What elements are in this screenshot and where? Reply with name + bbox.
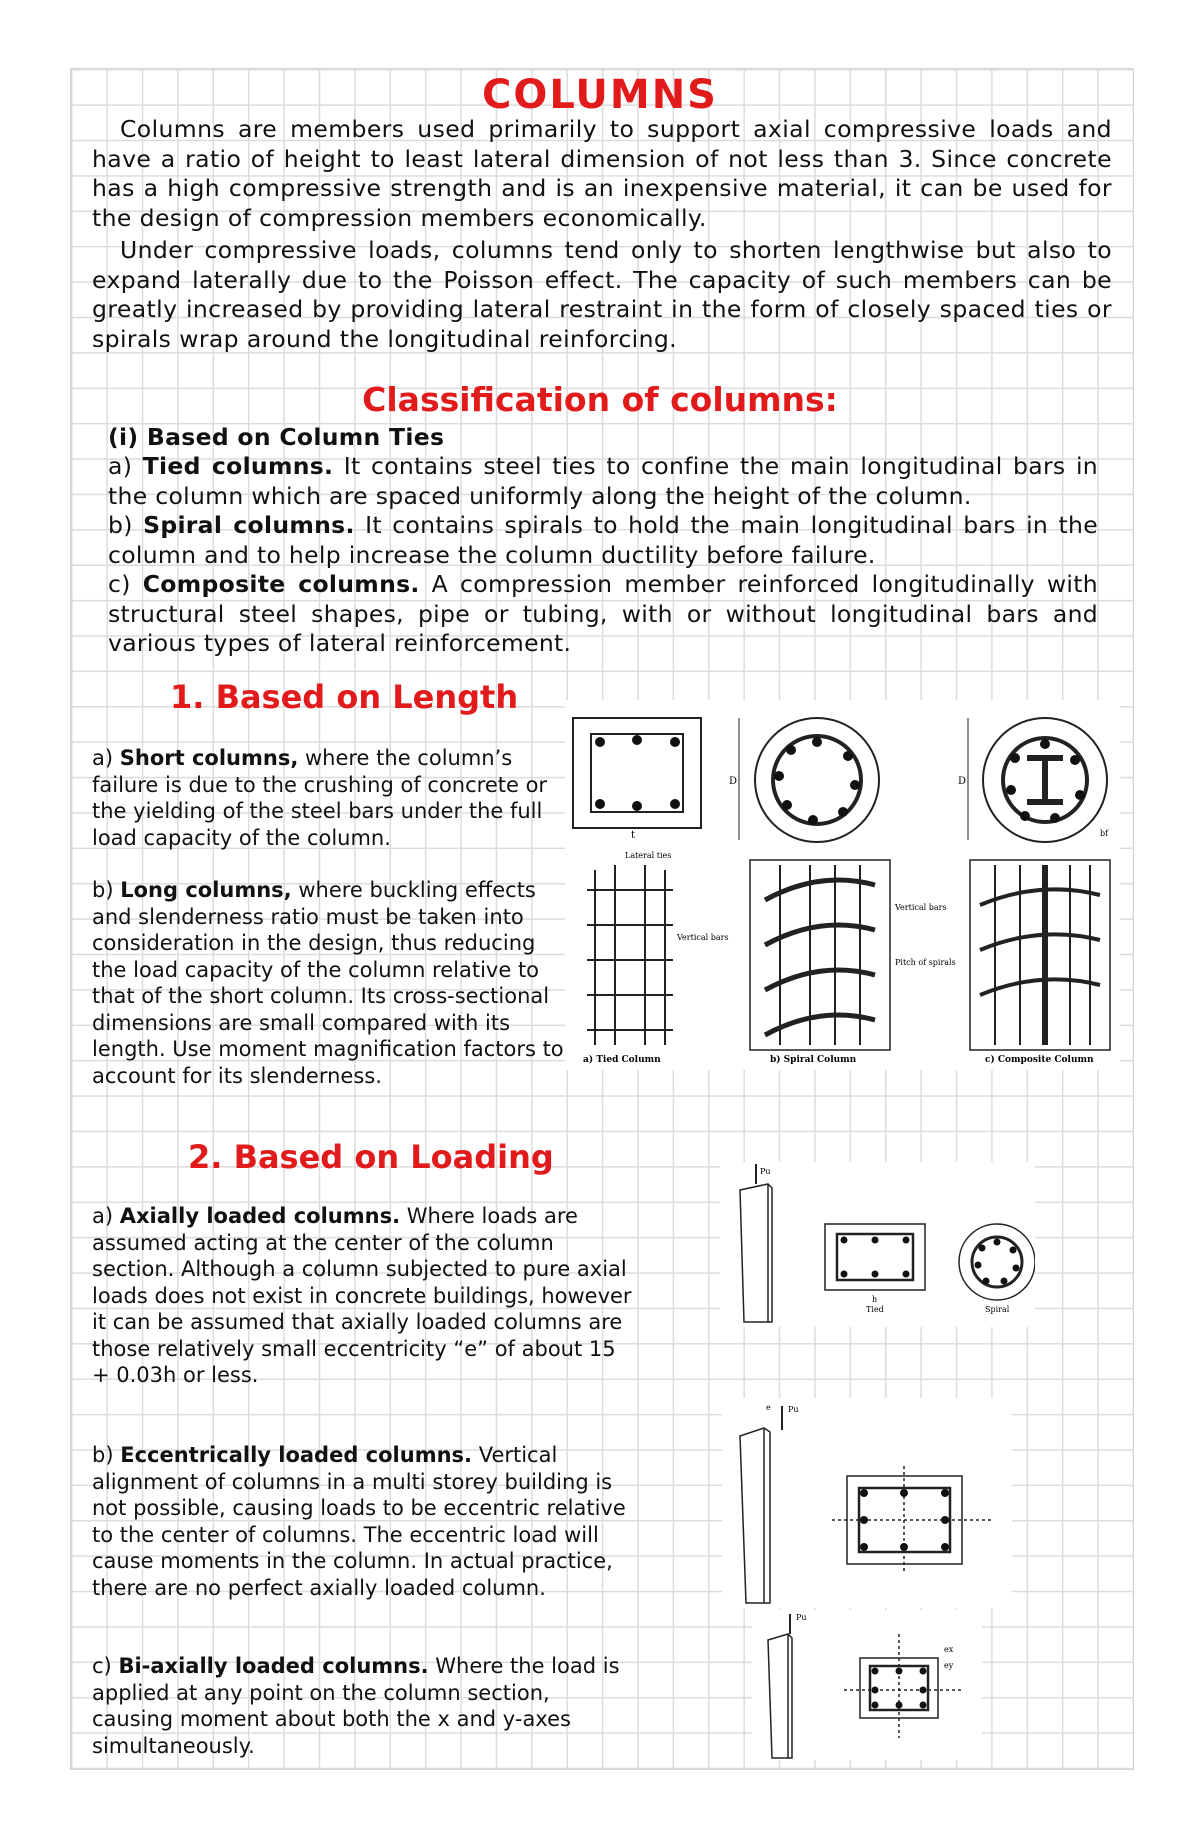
spiral-columns-item: b) Spiral columns. It contains spirals to hold the main longitudinal bars in the column and to help increase the column ductility before failure. xyxy=(108,511,1098,569)
vertical-bars-label-2: Vertical bars xyxy=(895,903,947,912)
loading-heading: 2. Based on Loading xyxy=(188,1138,554,1176)
eccentric-e-label: e xyxy=(766,1403,771,1412)
biaxially-loaded-label: Bi-axially loaded columns. xyxy=(118,1654,429,1678)
axially-loaded-item: a) Axially loaded columns. Where loads are assumed acting at the center of the column section. Although a column subjected to pure axial loads does not exist in concrete buildings, however it can be assumed that axially loaded columns are those relatively small eccentricity “e” of about 15 + 0.03h or less. xyxy=(92,1204,632,1387)
composite-columns-label: Composite columns. xyxy=(142,570,420,598)
biaxially-loaded-item: c) Bi-axially loaded columns. Where the load is applied at any point on the column section, causing moment about both the x and y-axes simultaneously. xyxy=(92,1654,620,1758)
spiral-caption: b) Spiral Column xyxy=(770,1055,857,1065)
classification-subheading: (i) Based on Column Ties xyxy=(108,423,445,451)
dim-d-label: D xyxy=(729,776,738,787)
column-types-figure xyxy=(565,700,1120,1070)
biaxial-ex-label: ex xyxy=(944,1645,954,1654)
vertical-bars-label: Vertical bars xyxy=(677,933,729,942)
dim-d2-label: D xyxy=(958,776,967,787)
page-title: COLUMNS xyxy=(482,72,718,118)
eccentrically-loaded-item: b) Eccentrically loaded columns. Vertical alignment of columns in a multi storey building is not possible, causing loads to be eccentric relative to the center of columns. The eccentric load will cause moments in the column. In actual practice, there are no perfect axially loaded column. xyxy=(92,1443,626,1600)
axial-load-figure xyxy=(720,1162,1035,1327)
classification-heading: Classification of columns: xyxy=(362,380,838,419)
spiral-elevation xyxy=(750,860,890,1050)
lateral-ties-label: Lateral ties xyxy=(625,851,672,860)
intro-paragraph-1: Columns are members used primarily to support axial compressive loads and have a ratio of height to least lateral dimension of not less than 3. Since concrete has a high compressive strength and is an inexpensive material, it can be used for the design of compression members economically. xyxy=(92,115,1112,232)
tied-columns-item: a) Tied columns. It contains steel ties to confine the main longitudinal bars in the column which are spaced uniformly along the height of the column. xyxy=(108,452,1098,510)
eccentric-pu-label: Pu xyxy=(788,1405,799,1414)
tied-caption: a) Tied Column xyxy=(583,1055,661,1065)
biaxial-ey-label: ey xyxy=(944,1661,954,1670)
eccentric-load-figure xyxy=(722,1398,1012,1608)
axial-pu-label: Pu xyxy=(760,1167,771,1176)
spiral-label: Spiral xyxy=(985,1305,1010,1314)
short-columns-item: a) Short columns, where the column’s failure is due to the crushing of concrete or the yielding of the steel bars under the full load capacity of the column. xyxy=(92,746,548,850)
long-columns-item: b) Long columns, where buckling effects and slenderness ratio must be taken into consideration in the design, thus reducing the load capacity of the column relative to that of the short column. Its cross-sectional dimensions are small compared with its length. Use moment magnification factors to account for its slenderness. xyxy=(92,878,564,1088)
composite-caption: c) Composite Column xyxy=(985,1055,1094,1065)
intro-paragraph-2: Under compressive loads, columns tend only to shorten lengthwise but also to expand laterally due to the Poisson effect. The capacity of such members can be greatly increased by providing lateral restraint in the form of closely spaced ties or spirals wrap around the longitudinal reinforcing. xyxy=(92,236,1112,353)
axially-loaded-label: Axially loaded columns. xyxy=(119,1204,401,1228)
composite-steel-shape xyxy=(1027,758,1063,802)
eccentrically-loaded-label: Eccentrically loaded columns. xyxy=(120,1443,473,1467)
composite-columns-item: c) Composite columns. A compression member reinforced longitudinally with structural steel shapes, pipe or tubing, with or without longitudinal bars and various types of lateral reinforcement. xyxy=(108,570,1098,657)
tied-label: Tied xyxy=(866,1305,884,1314)
short-columns-label: Short columns, xyxy=(119,746,299,770)
biaxial-pu-label: Pu xyxy=(796,1613,807,1622)
tied-section-ties xyxy=(591,734,683,812)
composite-elevation xyxy=(970,860,1110,1050)
length-heading: 1. Based on Length xyxy=(170,678,519,716)
pitch-of-spirals-label: Pitch of spirals xyxy=(895,958,956,967)
spiral-columns-label: Spiral columns. xyxy=(143,511,355,539)
biaxial-load-figure xyxy=(752,1610,982,1760)
dim-t-label: t xyxy=(631,830,636,841)
tied-columns-label: Tied columns. xyxy=(142,452,334,480)
axial-h-label: h xyxy=(872,1295,878,1304)
tied-elevation xyxy=(587,865,673,1045)
long-columns-label: Long columns, xyxy=(120,878,292,902)
dim-bf-label: bf xyxy=(1100,829,1109,838)
